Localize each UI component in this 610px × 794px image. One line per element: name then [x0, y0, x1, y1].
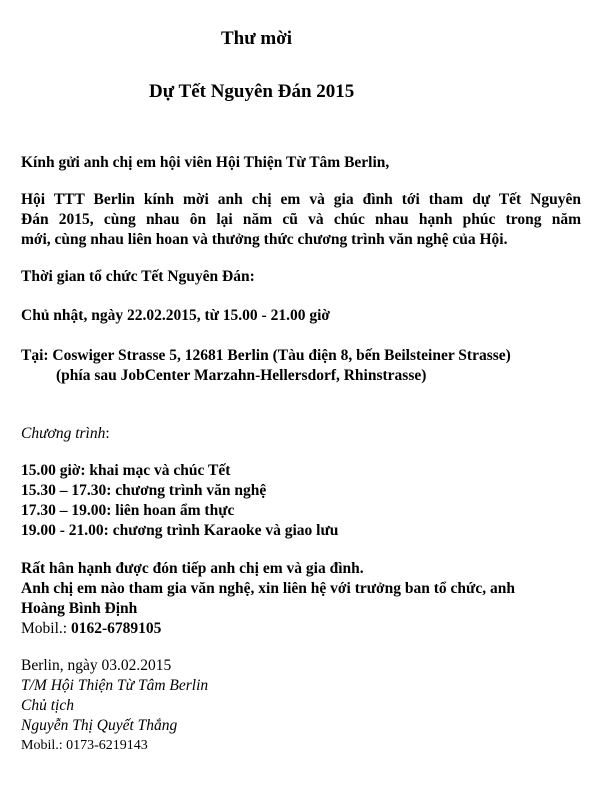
contact-line: [21, 619, 161, 639]
signature-organization: T/M Hội Thiện Từ Tâm Berlin: [21, 677, 209, 694]
signature-place-date: Berlin, ngày 03.02.2015: [21, 657, 172, 674]
location-note: (phía sau JobCenter Marzahn-Hellersdorf, Rhinstrasse): [56, 367, 427, 384]
time-heading: Thời gian tổ chức Tết Nguyên Đán:: [21, 268, 255, 285]
contact-number: 0162-6789105: [70, 620, 162, 637]
program-item: 15.30 – 17.30: chương trình văn nghệ: [21, 482, 267, 499]
letter-subtitle: Dự Tết Nguyên Đán 2015: [149, 81, 355, 102]
signature-name: Nguyễn Thị Quyết Thắng: [21, 717, 178, 734]
closing-line-3: Hoàng Bình Định: [21, 600, 138, 617]
signature-mobile: Mobil.: 0173-6219143: [21, 738, 148, 753]
program-item: 15.00 giờ: khai mạc và chúc Tết: [21, 462, 231, 479]
program-item: 17.30 – 19.00: liên hoan ẩm thực: [21, 502, 235, 519]
invitation-line-1: Hội TTT Berlin kính mời anh chị em và gia đình tới tham dự Tết Nguyên: [21, 191, 581, 208]
program-heading-colon: :: [105, 425, 110, 442]
letter-title: Thư mời: [221, 28, 293, 49]
invitation-line-2: Đán 2015, cùng nhau ôn lại năm cũ và chúc nhau hạnh phúc trong năm: [21, 211, 581, 228]
signature-role: Chủ tịch: [21, 697, 74, 714]
program-item: 19.00 - 21.00: chương trình Karaoke và giao lưu: [21, 522, 339, 539]
time-value: Chủ nhật, ngày 22.02.2015, từ 15.00 - 21.00 giờ: [21, 307, 330, 324]
location-address: Tại: Coswiger Strasse 5, 12681 Berlin (Tàu điện 8, bến Beilsteiner Strasse): [21, 347, 511, 364]
contact-label: Mobil.:: [21, 620, 71, 637]
invitation-line-3: mới, cùng nhau liên hoan và thưởng thức chương trình văn nghệ của Hội.: [21, 231, 508, 248]
greeting: Kính gửi anh chị em hội viên Hội Thiện Từ Tâm Berlin,: [21, 154, 390, 171]
program-heading-label: Chương trình: [21, 425, 106, 442]
closing-line-2: Anh chị em nào tham gia văn nghệ, xin liên hệ với trưởng ban tổ chức, anh: [21, 580, 515, 597]
program-heading: [21, 424, 110, 444]
closing-line-1: Rất hân hạnh được đón tiếp anh chị em và gia đình.: [21, 560, 364, 577]
